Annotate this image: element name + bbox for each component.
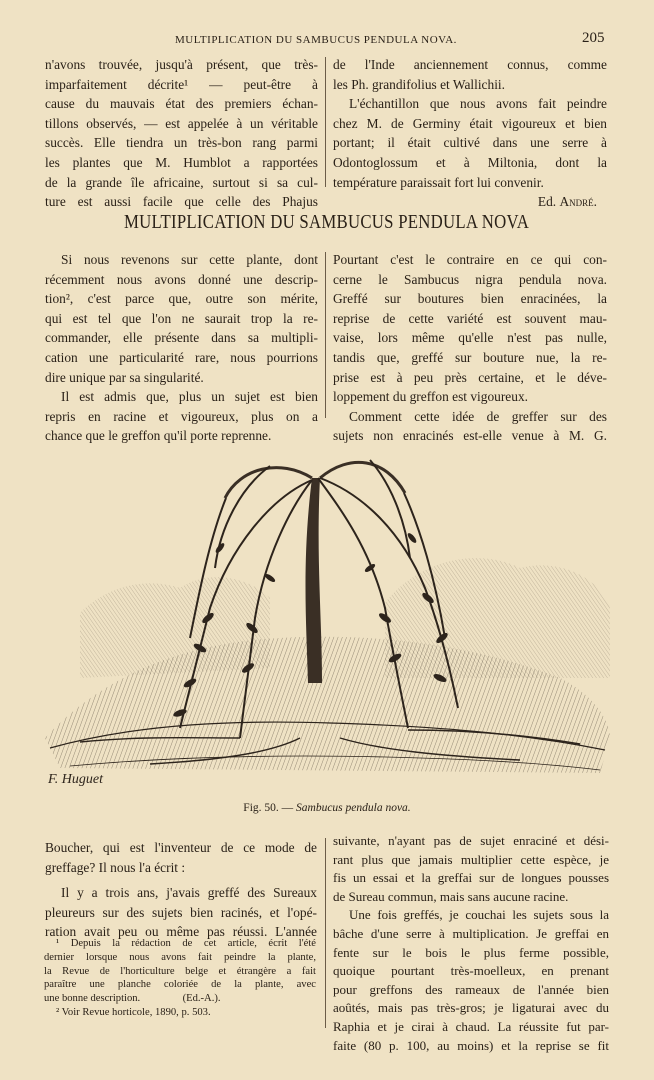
bottom-left-column [45, 838, 317, 942]
article-title-text: MULTIPLICATION DU SAMBUCUS PENDULA NOVA [124, 212, 530, 233]
text-line: L'échantillon que nous avons fait peindre [349, 96, 607, 112]
text-line: température paraissait fort lui convenir. [333, 174, 544, 190]
footnote-line: la Revue de l'horticulture belge et étrangère a fait [44, 965, 316, 977]
text-line: les Ph. grandifolius et Wallichii. [333, 76, 505, 92]
text-line: qui est tel que l'on ne saurait trop la re- [45, 310, 318, 326]
caption-label: Fig. 50. — [243, 802, 297, 814]
text-line: cause du mauvais état des premiers échan- [45, 96, 318, 112]
article-right-column [333, 250, 607, 446]
footnote-line: ¹ Depuis la rédaction de cet article, écrit l'été [56, 938, 316, 949]
text-line: n'avons trouvée, jusqu'à présent, que très- [45, 57, 318, 72]
engraver-signature: F. Huguet [48, 772, 103, 787]
text-line: sujets non enracinés est-elle venue à M. G. [333, 428, 607, 444]
footnote-line: une bonne description. (Ed.-A.). [44, 993, 221, 1005]
text-line: bâche d'une serre à multiplication. Je greffai en [333, 925, 609, 941]
text-line: Greffé sur boutures bien enracinées, la [333, 291, 607, 307]
text-line: Comment cette idée de greffer sur des [349, 408, 607, 424]
running-title: MULTIPLICATION DU SAMBUCUS PENDULA NOVA. [175, 34, 457, 46]
text-line: pour greffons des rameaux de l'année bien [333, 981, 609, 997]
text-line: chez M. de Germiny était vigoureux et bien [333, 115, 607, 131]
text-line: quoique pourtant très-moelleux, en prenant [333, 963, 609, 979]
text-line: tillons observés, — est appelée à un véritable [45, 115, 318, 131]
page-number: 205 [582, 30, 605, 46]
text-line: portant; il était cultivé dans une serre à [333, 135, 607, 151]
text-line: ture est aussi facile que celle des Phajus [45, 194, 318, 210]
text-line: aoûtés, mais pas très-gros; je ligaturai avec du [333, 1000, 609, 1016]
text-line: commander, elle présente dans sa multipli- [45, 330, 318, 346]
text-line: tion², c'est parce que, outre son mérite, [45, 291, 318, 307]
text-line: Boucher, qui est l'inventeur de ce mode de [45, 840, 317, 855]
caption-species: Sambucus pendula nova. [296, 802, 411, 814]
text-line: rant plus que jamais multiplier cette espèce, je [333, 851, 609, 867]
text-line: Odontoglossum et à Miltonia, dont la [333, 154, 607, 170]
column-rule [325, 252, 326, 418]
text-line: Il y a trois ans, j'avais greffé des Sureaux [61, 885, 317, 901]
text-line: Si nous revenons sur cette plante, dont [61, 252, 318, 267]
text-line: loppement du greffon est vigoureux. [333, 389, 528, 405]
running-head [0, 30, 654, 50]
signature-prefix: Ed. [537, 194, 560, 210]
text-line: prise est à peu près certaine, et le déve- [333, 369, 607, 385]
text-line: Une fois greffés, je couchai les sujets sous la [349, 907, 609, 923]
author-signature [333, 192, 607, 212]
text-line: Raphia et je cirai à chaud. La réussite fut par- [333, 1018, 609, 1034]
article-title [0, 212, 654, 234]
text-line: ration avait peu ou même pas réussi. L'année [45, 924, 317, 940]
text-line: fente sur le bois le plus ferme possible, [333, 944, 609, 960]
text-line: cerne le Sambucus nigra pendula nova. [333, 271, 607, 287]
footnote-line: dernier lorsque nous avons fait peindre la plante, [44, 951, 316, 963]
footnotes [44, 937, 316, 1020]
text-line: tandis que, greffé sur bouture nue, la re- [333, 349, 607, 365]
text-line: chance que le greffon qu'il porte reprenne. [45, 428, 272, 444]
text-line: récemment nous avons donné une descrip- [45, 271, 318, 287]
text-line: pleureurs sur des sujets bien racinés, et l'opé- [45, 904, 317, 920]
column-rule [325, 838, 326, 1028]
article-left-column [45, 250, 318, 446]
engraving-illustration [40, 438, 615, 798]
figure-caption [0, 802, 654, 814]
text-line: faite (80 p. 100, au moins) et la reprise se fit [333, 1037, 609, 1053]
text-line: repris en racine et vigoureux, plus on a [45, 408, 318, 424]
text-line: dire unique par sa singularité. [45, 369, 204, 385]
top-left-column [45, 55, 318, 212]
text-line: imparfaitement décrite¹ — peut-être à [45, 76, 318, 92]
text-line: de Sureau commun, mais sans aucune racine. [333, 888, 569, 904]
text-line: succès. Elle tiendra un très-bon rang parmi [45, 135, 318, 151]
bottom-right-column [333, 832, 609, 1055]
text-line: fis un essai et la greffai sur de longues pousses [333, 870, 609, 886]
text-line: greffage? Il nous l'a écrit : [45, 859, 186, 875]
text-line: reprise de cette variété est souvent mau- [333, 310, 607, 326]
footnote-line: ² Voir Revue horticole, 1890, p. 503. [56, 1006, 211, 1018]
column-rule [325, 57, 326, 187]
top-right-column [333, 55, 607, 212]
text-line: Pourtant c'est le contraire en ce qui con- [333, 252, 607, 267]
text-line: vaise, lors même qu'elle n'est pas nulle, [333, 330, 607, 346]
weeping-elder-engraving [40, 438, 615, 798]
footnote-line: paraître une planche coloriée de la plante, avec [44, 979, 316, 991]
text-line: de l'Inde anciennement connus, comme [333, 57, 607, 72]
text-line: Il est admis que, plus un sujet est bien [61, 389, 318, 405]
text-line: cation une particularité rare, nous pourrions [45, 349, 318, 365]
text-line: de la grande île africaine, surtout si sa cul- [45, 174, 318, 190]
text-line: suivante, n'ayant pas de sujet enraciné et dési- [333, 833, 609, 848]
text-line: les plantes que M. Humblot a rapportées [45, 154, 318, 170]
signature-name: André. [559, 194, 597, 210]
